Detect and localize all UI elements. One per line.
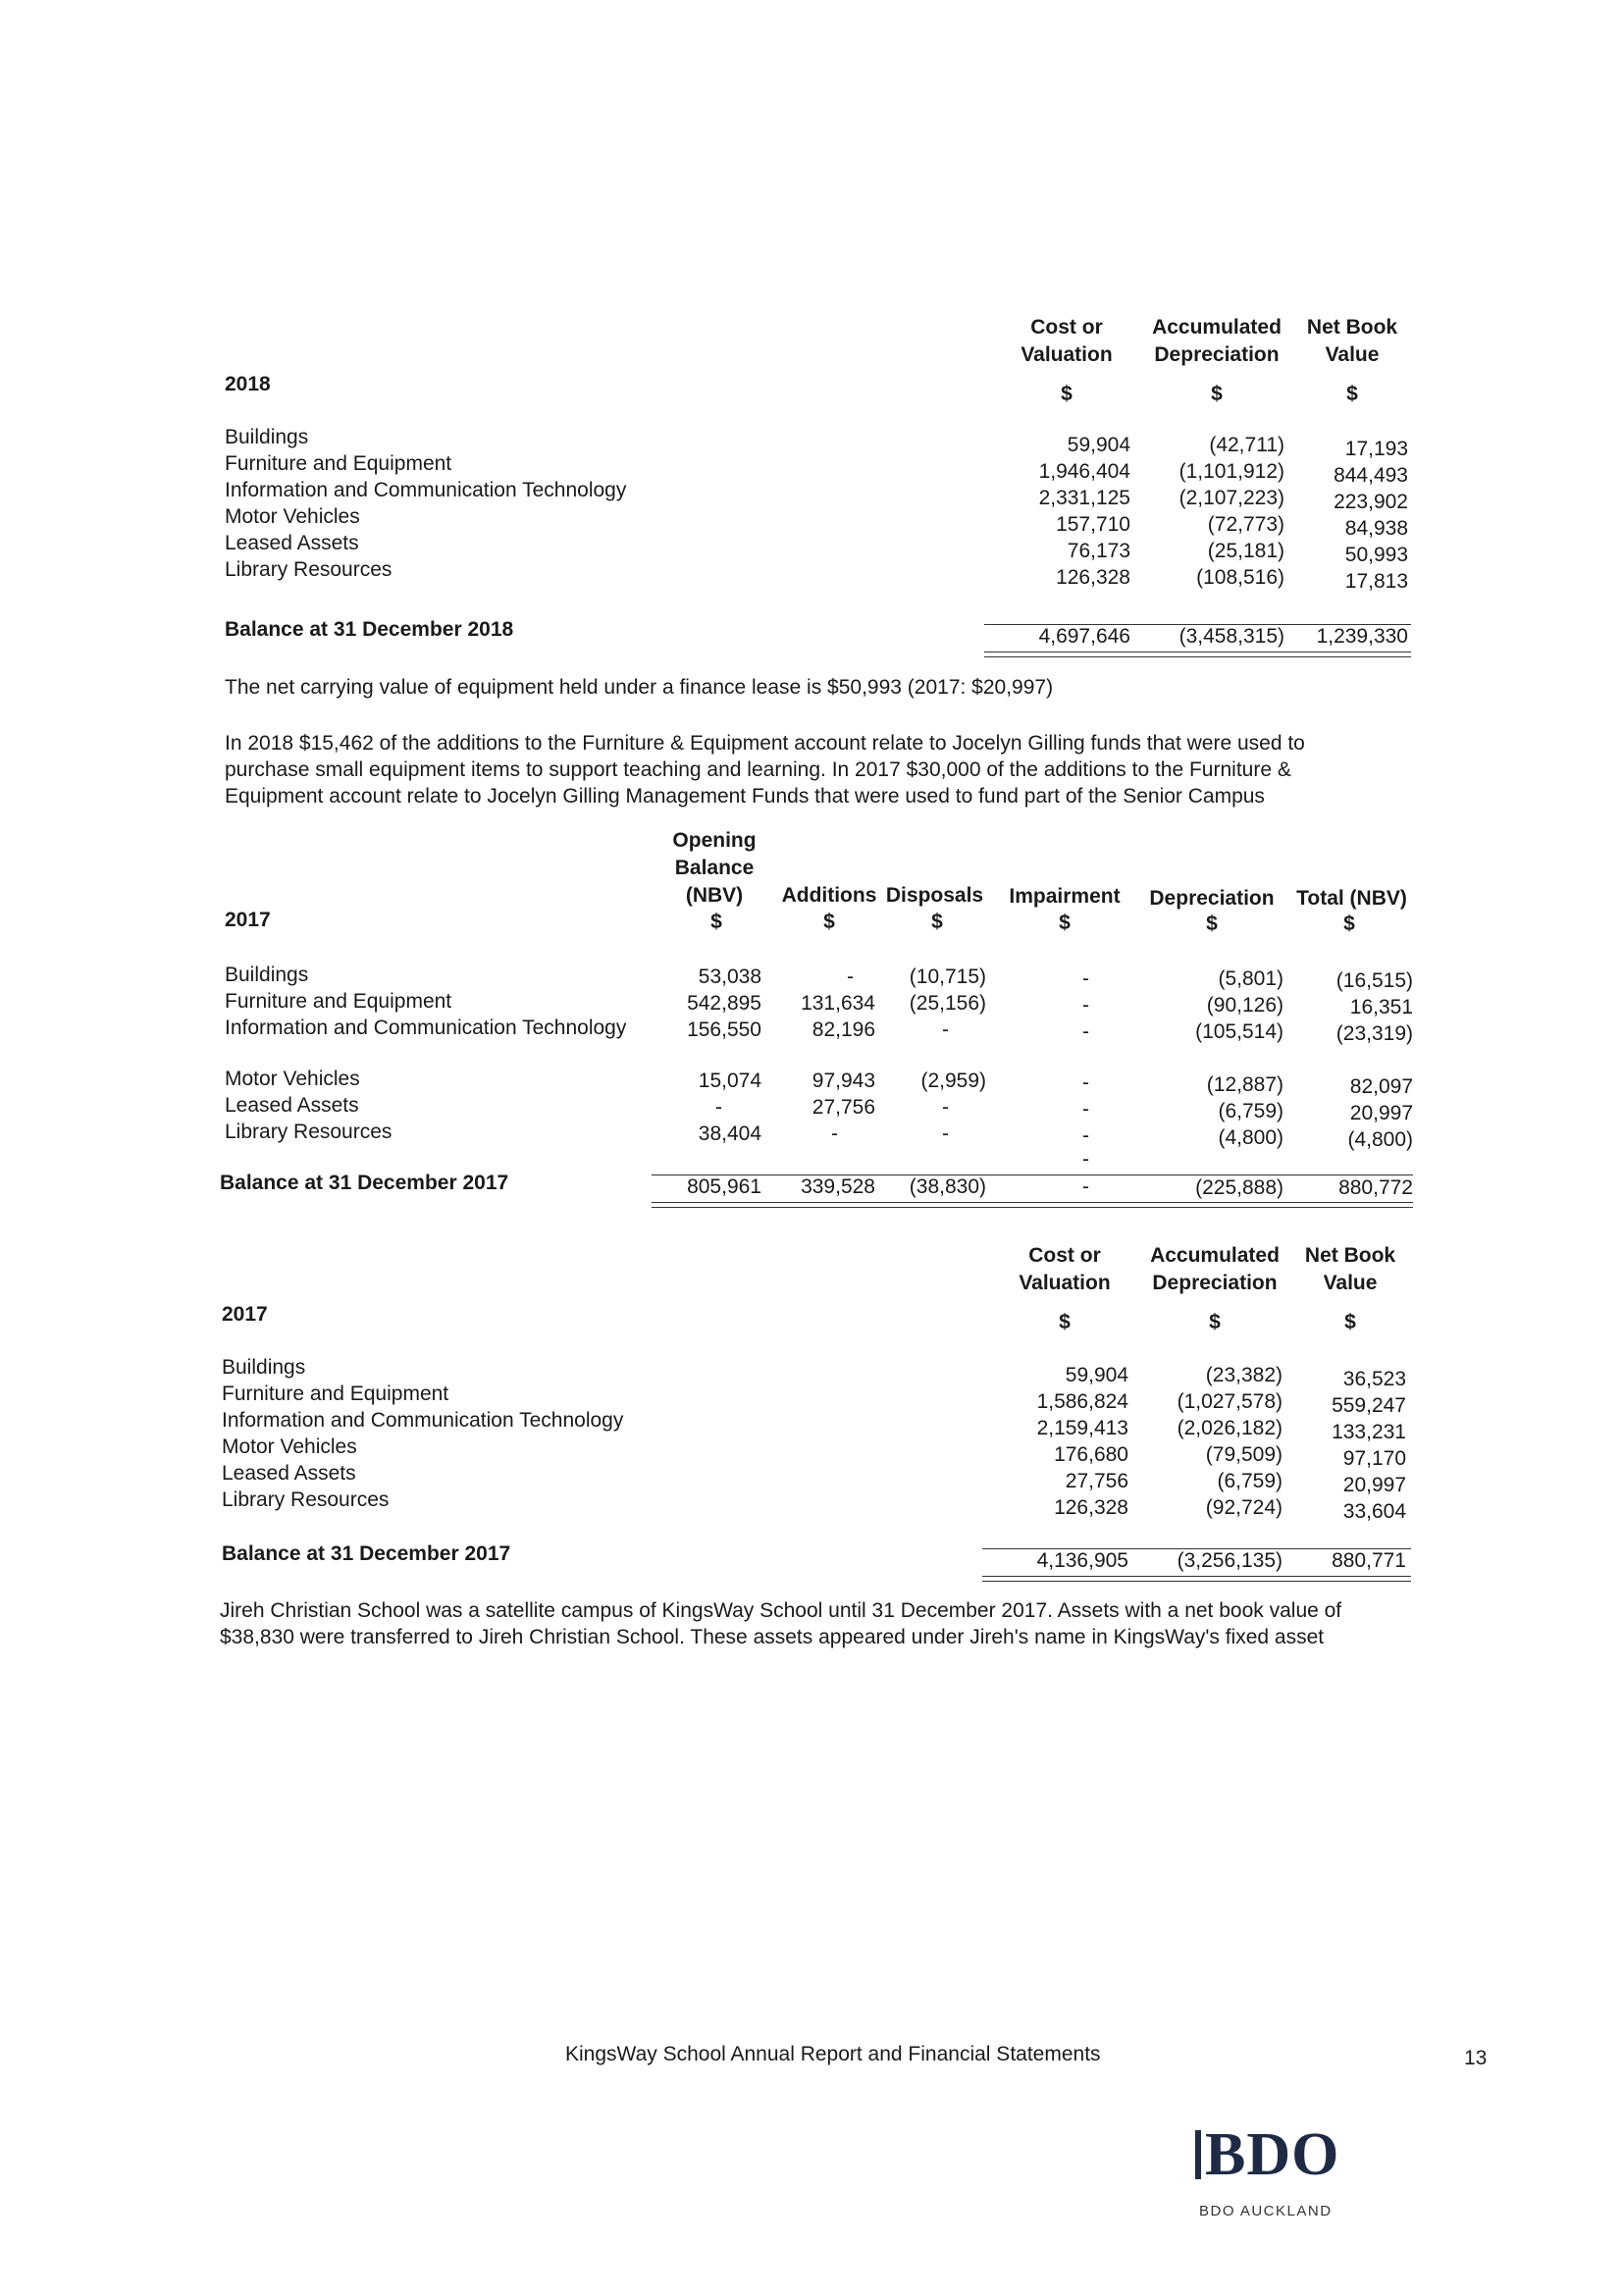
total-opening: 805,961 xyxy=(687,1175,761,1198)
col-impairment xyxy=(1030,1070,1089,1171)
header-depreciation: Depreciation xyxy=(1149,887,1275,910)
page-number: 13 xyxy=(1464,2047,1488,2069)
cell: 131,634 xyxy=(801,992,875,1015)
cell: - xyxy=(1082,1071,1089,1094)
col-impairment xyxy=(1030,965,1089,1045)
header-nbv: Net Book Value xyxy=(1306,316,1398,366)
header-impairment: Impairment xyxy=(1009,885,1121,908)
cell: 126,328 xyxy=(1056,566,1130,589)
cell: 97,943 xyxy=(812,1070,875,1092)
col-total xyxy=(1285,967,1413,1047)
currency: $ xyxy=(1206,913,1218,935)
col-depreciation xyxy=(1138,1071,1283,1151)
cell: 16,351 xyxy=(1349,996,1413,1018)
col-cost xyxy=(991,432,1130,591)
cell: (23,382) xyxy=(1205,1364,1283,1386)
total-bottom-rule xyxy=(982,1576,1411,1577)
note-gilling-funds: In 2018 $15,462 of the additions to the Furniture & Equipment account relate to Jocelyn Gilling funds that were used to purchase small equipment items to support teaching and learning. In 2017 $30,000 of the additions to the Furniture & Equipment account relate to Jocelyn Gilling Management Funds that were used to fund part of the Senior Campus xyxy=(225,732,1305,808)
col-accum xyxy=(1128,432,1284,591)
cell: (90,126) xyxy=(1206,994,1283,1017)
cell: (12,887) xyxy=(1206,1073,1283,1096)
cell: 126,328 xyxy=(1054,1496,1128,1519)
cell: 1,946,404 xyxy=(1038,460,1130,483)
row-label: Information and Communication Technology xyxy=(225,479,627,501)
cell: - xyxy=(942,1018,949,1041)
stamp-caption: BDO AUCKLAND xyxy=(1199,2203,1333,2219)
row-label: Buildings xyxy=(222,1356,306,1379)
col-nbv xyxy=(1285,436,1408,595)
cell: 559,247 xyxy=(1332,1394,1406,1417)
currency: $ xyxy=(823,911,835,933)
row-label: Motor Vehicles xyxy=(225,1068,360,1090)
currency: $ xyxy=(1059,1311,1071,1333)
cell: 20,997 xyxy=(1342,1474,1406,1496)
row-label: Furniture and Equipment xyxy=(225,452,452,475)
total-double-rule xyxy=(982,1581,1411,1582)
cell: 97,170 xyxy=(1342,1447,1406,1470)
total-accum: (3,256,135) xyxy=(1177,1549,1283,1572)
row-label: Leased Assets xyxy=(222,1462,356,1485)
cell: 223,902 xyxy=(1334,491,1408,513)
cell: (25,181) xyxy=(1207,540,1284,562)
cell: (6,759) xyxy=(1218,1100,1283,1122)
row-label: Library Resources xyxy=(225,558,393,581)
bdo-logo: BDO xyxy=(1205,2121,1340,2188)
balance-label: Balance at 31 December 2017 xyxy=(220,1172,509,1194)
col-additions xyxy=(765,964,875,1043)
cell: - xyxy=(942,1096,949,1119)
cell: 2,331,125 xyxy=(1038,487,1130,509)
cell: (1,027,578) xyxy=(1177,1390,1283,1413)
cell: - xyxy=(1082,1148,1089,1171)
total-nbv: 1,239,330 xyxy=(1316,625,1408,648)
cell: (2,026,182) xyxy=(1177,1417,1283,1439)
cell: 82,196 xyxy=(812,1018,875,1041)
cell: (2,107,223) xyxy=(1178,487,1284,509)
cell: (42,711) xyxy=(1209,434,1284,456)
cell: 38,404 xyxy=(698,1122,761,1145)
cell: - xyxy=(1082,994,1089,1017)
header-accum: Accumulated Depreciation xyxy=(1150,1244,1280,1294)
cell: 53,038 xyxy=(698,965,761,988)
cell: 17,813 xyxy=(1344,570,1408,593)
total-total: 880,772 xyxy=(1338,1176,1413,1199)
cell: 50,993 xyxy=(1344,544,1408,566)
currency: $ xyxy=(1211,383,1223,405)
col-additions xyxy=(765,1068,875,1147)
col-disposals xyxy=(873,1068,986,1147)
cell: - xyxy=(847,965,854,988)
currency: $ xyxy=(1344,1311,1356,1333)
cell: (6,759) xyxy=(1217,1470,1283,1492)
cell: - xyxy=(715,1096,722,1119)
total-cost: 4,697,646 xyxy=(1038,625,1130,648)
row-label: Motor Vehicles xyxy=(222,1435,357,1458)
cell: 844,493 xyxy=(1334,464,1408,487)
col-opening xyxy=(648,1068,761,1147)
currency: $ xyxy=(710,911,722,933)
total-depreciation: (225,888) xyxy=(1195,1176,1283,1199)
row-labels xyxy=(225,424,626,583)
cell: 542,895 xyxy=(687,992,761,1015)
cell: - xyxy=(1082,967,1089,990)
total-bottom-rule xyxy=(652,1202,1413,1203)
year-label: 2017 xyxy=(222,1303,268,1326)
row-label: Furniture and Equipment xyxy=(222,1383,449,1405)
year-label: 2017 xyxy=(225,909,271,931)
cell: (105,514) xyxy=(1195,1020,1283,1043)
cell: (79,509) xyxy=(1205,1443,1283,1466)
cell: 157,710 xyxy=(1056,513,1130,536)
balance-label: Balance at 31 December 2018 xyxy=(225,618,514,641)
cell: (72,773) xyxy=(1207,513,1284,536)
cell: (5,801) xyxy=(1218,967,1283,990)
total-impairment: - xyxy=(1082,1175,1089,1198)
total-double-rule xyxy=(984,656,1411,657)
cell: 33,604 xyxy=(1342,1500,1406,1523)
col-opening xyxy=(648,964,761,1043)
header-opening: Opening Balance (NBV) xyxy=(672,829,757,907)
currency: $ xyxy=(1059,912,1071,934)
cell: 59,904 xyxy=(1067,434,1130,456)
total-accum: (3,458,315) xyxy=(1178,625,1284,648)
row-label: Motor Vehicles xyxy=(225,505,360,528)
row-label: Buildings xyxy=(225,964,309,986)
cell: (16,515) xyxy=(1335,969,1413,992)
cell: 59,904 xyxy=(1065,1364,1128,1386)
currency: $ xyxy=(931,911,943,933)
col-accum xyxy=(1126,1362,1283,1521)
header-cost: Cost or Valuation xyxy=(1021,316,1113,366)
col-disposals xyxy=(873,964,986,1043)
header-disposals: Disposals xyxy=(885,884,984,907)
col-nbv xyxy=(1283,1366,1406,1525)
cell: (1,101,912) xyxy=(1178,460,1284,483)
note-jireh-transfer: Jireh Christian School was a satellite campus of KingsWay School until 31 December 2017. Assets with a net book value of $38,830 were transferred to Jireh Christian School. These assets appeared under Jireh's name in KingsWay's fixed asset xyxy=(220,1599,1342,1648)
cell: 20,997 xyxy=(1349,1102,1413,1124)
currency: $ xyxy=(1209,1311,1221,1333)
row-label: Library Resources xyxy=(225,1121,393,1143)
cell: (108,516) xyxy=(1196,566,1284,589)
cell: 76,173 xyxy=(1067,540,1130,562)
cell: 82,097 xyxy=(1349,1075,1413,1098)
cell: (92,724) xyxy=(1205,1496,1283,1519)
col-cost xyxy=(989,1362,1128,1521)
currency: $ xyxy=(1343,913,1355,935)
total-additions: 339,528 xyxy=(801,1175,875,1198)
bdo-stamp xyxy=(1195,2121,1352,2219)
cell: - xyxy=(831,1122,838,1145)
cell: (10,715) xyxy=(909,965,986,988)
row-label: Furniture and Equipment xyxy=(225,990,452,1013)
header-cost: Cost or Valuation xyxy=(1019,1244,1111,1294)
cell: 27,756 xyxy=(1065,1470,1128,1492)
currency: $ xyxy=(1061,383,1073,405)
cell: 156,550 xyxy=(687,1018,761,1041)
cell: 133,231 xyxy=(1332,1421,1406,1443)
header-additions: Additions xyxy=(781,884,877,907)
row-label: Leased Assets xyxy=(225,532,359,554)
cell: (25,156) xyxy=(909,992,986,1015)
row-label: Information and Communication Technology xyxy=(222,1409,624,1432)
header-total: Total (NBV) xyxy=(1296,887,1407,910)
col-depreciation xyxy=(1138,965,1283,1045)
logo-bar-icon xyxy=(1195,2130,1201,2179)
row-labels xyxy=(225,1066,392,1145)
cell: - xyxy=(1082,1020,1089,1043)
footer-title: KingsWay School Annual Report and Financial Statements xyxy=(565,2043,1101,2065)
total-disposals: (38,830) xyxy=(909,1175,986,1198)
row-label: Library Resources xyxy=(222,1488,390,1511)
row-labels xyxy=(222,1354,623,1513)
header-nbv: Net Book Value xyxy=(1304,1244,1396,1294)
row-label: Leased Assets xyxy=(225,1094,359,1117)
balance-label: Balance at 31 December 2017 xyxy=(222,1542,511,1565)
cell: 36,523 xyxy=(1342,1368,1406,1390)
cell: 84,938 xyxy=(1344,517,1408,540)
header-accum: Accumulated Depreciation xyxy=(1152,316,1282,366)
cell: 27,756 xyxy=(812,1096,875,1119)
cell: - xyxy=(1082,1098,1089,1121)
cell: (2,959) xyxy=(920,1070,986,1092)
total-cost: 4,136,905 xyxy=(1036,1549,1128,1572)
total-double-rule xyxy=(652,1207,1413,1208)
cell: 176,680 xyxy=(1054,1443,1128,1466)
cell: 1,586,824 xyxy=(1036,1390,1128,1413)
col-total xyxy=(1285,1073,1413,1153)
cell: (23,319) xyxy=(1335,1022,1413,1045)
cell: - xyxy=(942,1122,949,1145)
cell: 2,159,413 xyxy=(1036,1417,1128,1439)
row-label: Buildings xyxy=(225,426,309,448)
year-label: 2018 xyxy=(225,373,271,395)
cell: 15,074 xyxy=(698,1070,761,1092)
currency: $ xyxy=(1346,383,1358,405)
cell: - xyxy=(1082,1124,1089,1147)
cell: 17,193 xyxy=(1344,438,1408,460)
note-finance-lease: The net carrying value of equipment held under a finance lease is $50,993 (2017: $20,997) xyxy=(225,676,1054,699)
row-label: Information and Communication Technology xyxy=(225,1017,627,1039)
total-nbv: 880,771 xyxy=(1332,1549,1406,1572)
cell: (4,800) xyxy=(1347,1128,1413,1151)
row-labels xyxy=(225,962,626,1041)
cell: (4,800) xyxy=(1218,1126,1283,1149)
